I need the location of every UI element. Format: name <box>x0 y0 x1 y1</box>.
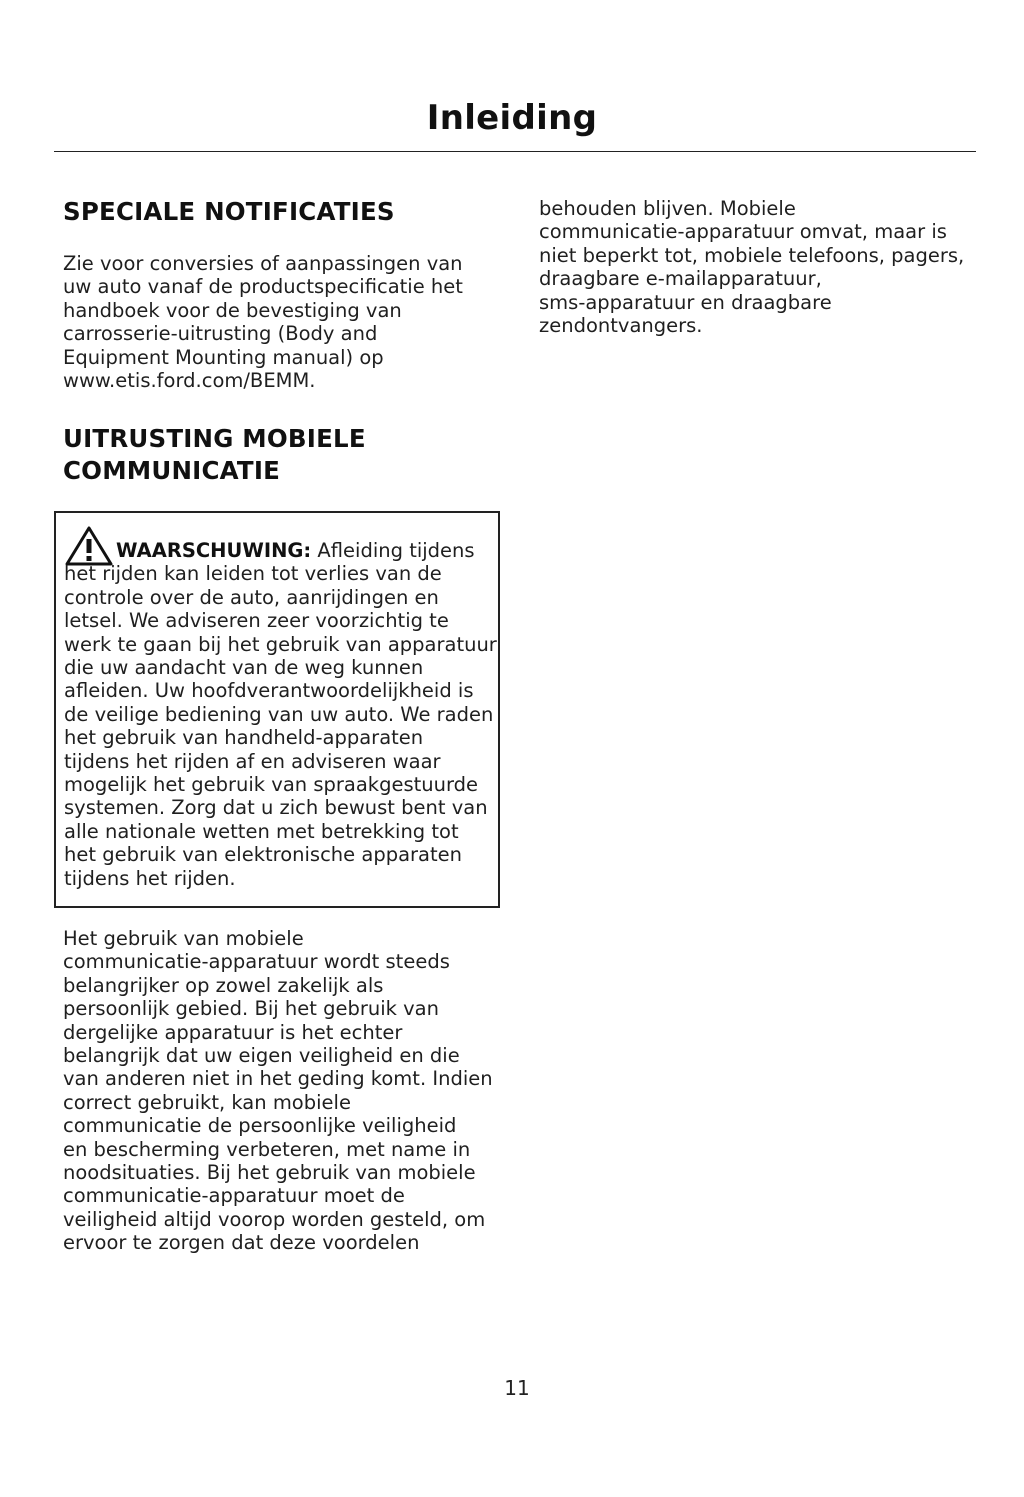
warning-text: Afleiding tijdens het rijden kan leiden tot verlies van de controle over de auto, aanrijdingen en letsel. We adviseren zeer voorzichtig te werk te gaan bij het gebruik van apparatuur die uw aandacht van de weg kunnen afleiden. Uw hoofdverantwoordelijkheid is de veilige bediening van uw auto. We raden het gebruik van handheld-apparaten tijdens het rijden af en adviseren waar mogelijk het gebruik van spraakgestuurde systemen. Zorg dat u zich bewust bent van alle nationale wetten met betrekking tot het gebruik van elektronische apparaten tijdens het rijden. <box>64 539 497 890</box>
special-notices-section <box>63 196 501 228</box>
warning-box <box>54 511 500 908</box>
special-notices-heading: SPECIALE NOTIFICATIES <box>63 197 395 226</box>
mobile-communication-body-right-wrap <box>539 197 979 337</box>
title-divider <box>54 151 976 152</box>
mobile-communication-body-left-wrap <box>63 927 501 1255</box>
special-notices-body-wrap <box>63 252 501 392</box>
page-number: 11 <box>504 1376 530 1400</box>
special-notices-body: Zie voor conversies of aanpassingen van uw auto vanaf de productspecificatie het handboek voor de bevestiging van carrosserie-uitrusting (Body and Equipment Mounting manual) op www.etis.ford.com/BEMM. <box>63 252 463 393</box>
mobile-communication-heading <box>63 423 501 487</box>
mobile-communication-heading-line2: COMMUNICATIE <box>63 456 281 485</box>
mobile-communication-heading-line1: UITRUSTING MOBIELE <box>63 424 366 453</box>
mobile-communication-body-left: Het gebruik van mobiele communicatie-apparatuur wordt steeds belangrijker op zowel zakelijk als persoonlijk gebied. Bij het gebruik van dergelijke apparatuur is het echter belangrijk dat uw eigen veiligheid en die van anderen niet in het geding komt. Indien correct gebruikt, kan mobiele communicatie de persoonlijke veiligheid en bescherming verbeteren, met name in noodsituaties. Bij het gebruik van mobiele communicatie-apparatuur moet de veiligheid altijd voorop worden gesteld, om ervoor te zorgen dat deze voordelen <box>63 927 493 1255</box>
warning-content <box>64 539 498 890</box>
mobile-communication-body-right: behouden blijven. Mobiele communicatie-apparatuur omvat, maar is niet beperkt tot, mobiele telefoons, pagers, draagbare e-mailapparatuur, sms-apparatuur en draagbare zendontvangers. <box>539 197 965 338</box>
page-title: Inleiding <box>426 98 598 138</box>
warning-label: WAARSCHUWING: <box>116 539 312 562</box>
